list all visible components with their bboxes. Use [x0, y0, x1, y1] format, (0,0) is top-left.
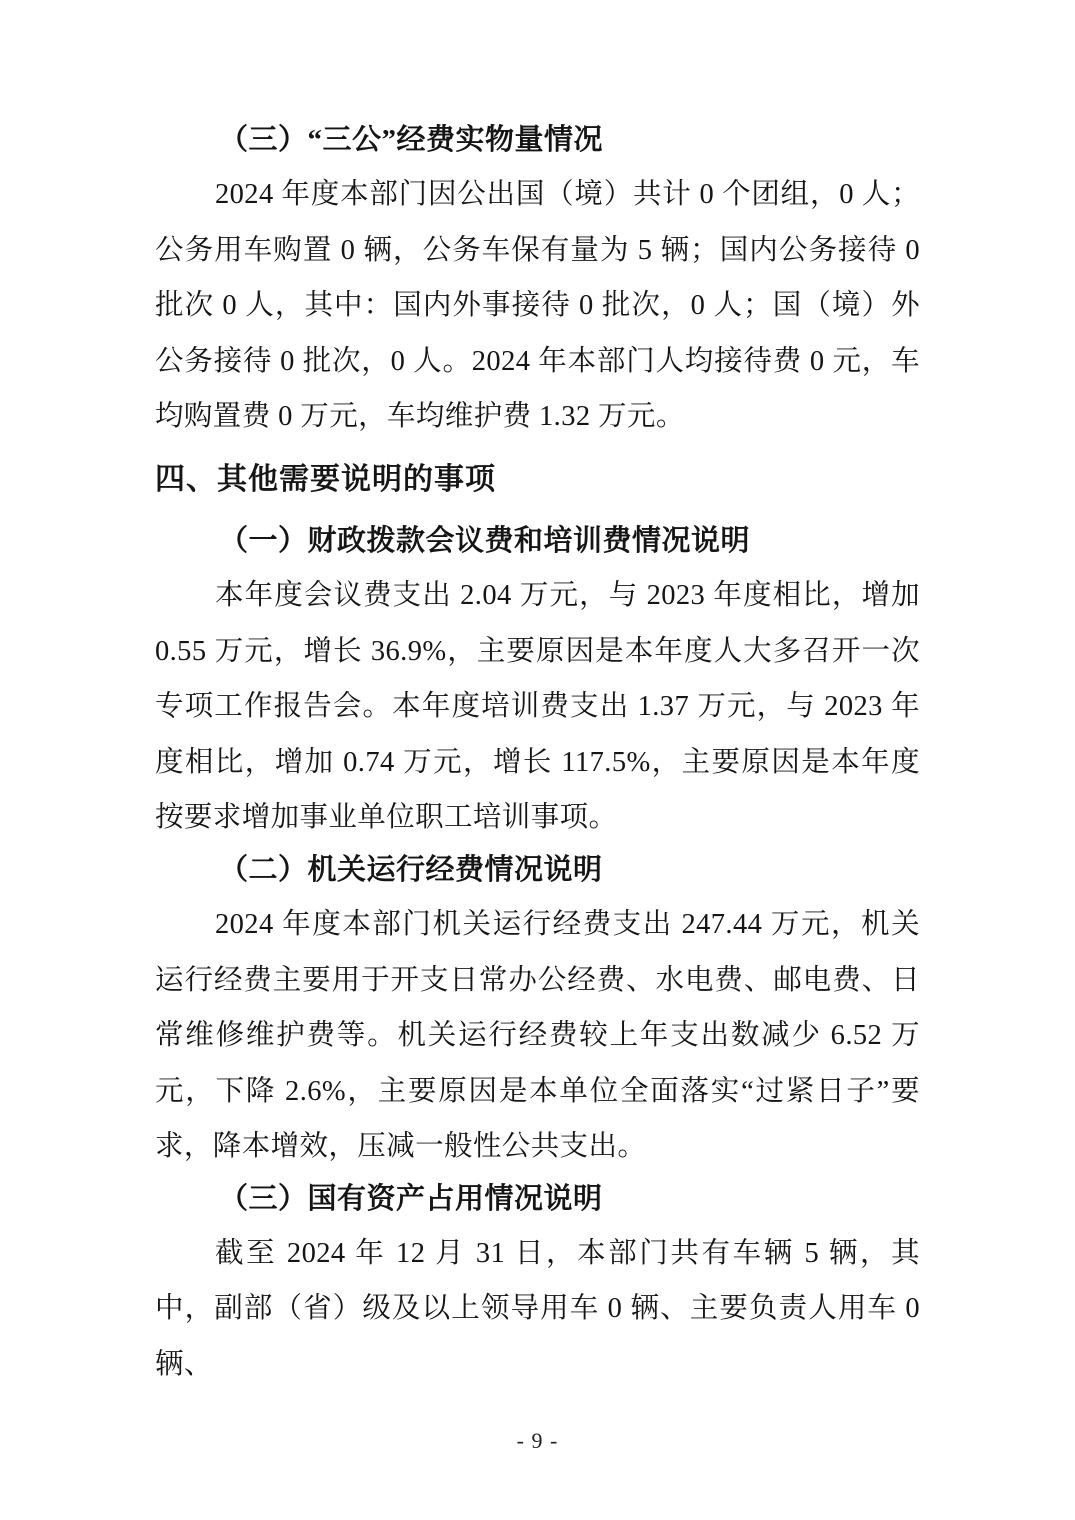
spacer	[155, 447, 920, 457]
subheading-meeting-training-fees: （一）财政拨款会议费和培训费情况说明	[219, 525, 751, 558]
paragraph-meeting-training-fees: 本年度会议费支出 2.04 万元，与 2023 年度相比，增加 0.55 万元，增长 36.9%，主要原因是本年度人大多召开一次专项工作报告会。本年度培训费支出 1.37 万元，与 2023 年度相比，增加 0.74 万元，增长 117.5%，主要原因是本年度按要求增加事业单位职工培训事项。	[155, 580, 920, 834]
paragraph-sangong-physical-quantity: 2024 年度本部门因公出国（境）共计 0 个团组，0 人；公务用车购置 0 辆，公务车保有量为 5 辆；国内公务接待 0 批次 0 人，其中：国内外事接待 0 批次，0 人；国（境）外公务接待 0 批次，0 人。2024 年本部门人均接待费 0 元，车均购置费 0 万元，车均维护费 1.32 万元。	[155, 178, 920, 433]
subheading-agency-operating-expenses: （二）机关运行经费情况说明	[219, 854, 603, 886]
page-number: - 9 -	[516, 1428, 559, 1453]
spacer	[155, 509, 920, 519]
subheading-sangong-physical-quantity: （三）“三公”经费实物量情况	[219, 124, 604, 156]
subheading-state-assets-occupation: （三）国有资产占用情况说明	[219, 1182, 603, 1215]
paragraph-agency-operating-expenses: 2024 年度本部门机关运行经费支出 247.44 万元，机关运行经费主要用于开支日常办公经费、水电费、邮电费、日常维修维护费等。机关运行经费较上年支出数减少 6.52 万元，下降 2.6%，主要原因是本单位全面落实“过紧日子”要求，降本增效，压减一般性公共支出。	[155, 908, 920, 1163]
heading-other-matters: 四、其他需要说明的事项	[155, 462, 496, 496]
document-body	[155, 118, 920, 1392]
paragraph-state-assets-occupation: 截至 2024 年 12 月 31 日，本部门共有车辆 5 辆，其中，副部（省）级及以上领导用车 0 辆、主要负责人用车 0 辆、	[155, 1237, 920, 1380]
